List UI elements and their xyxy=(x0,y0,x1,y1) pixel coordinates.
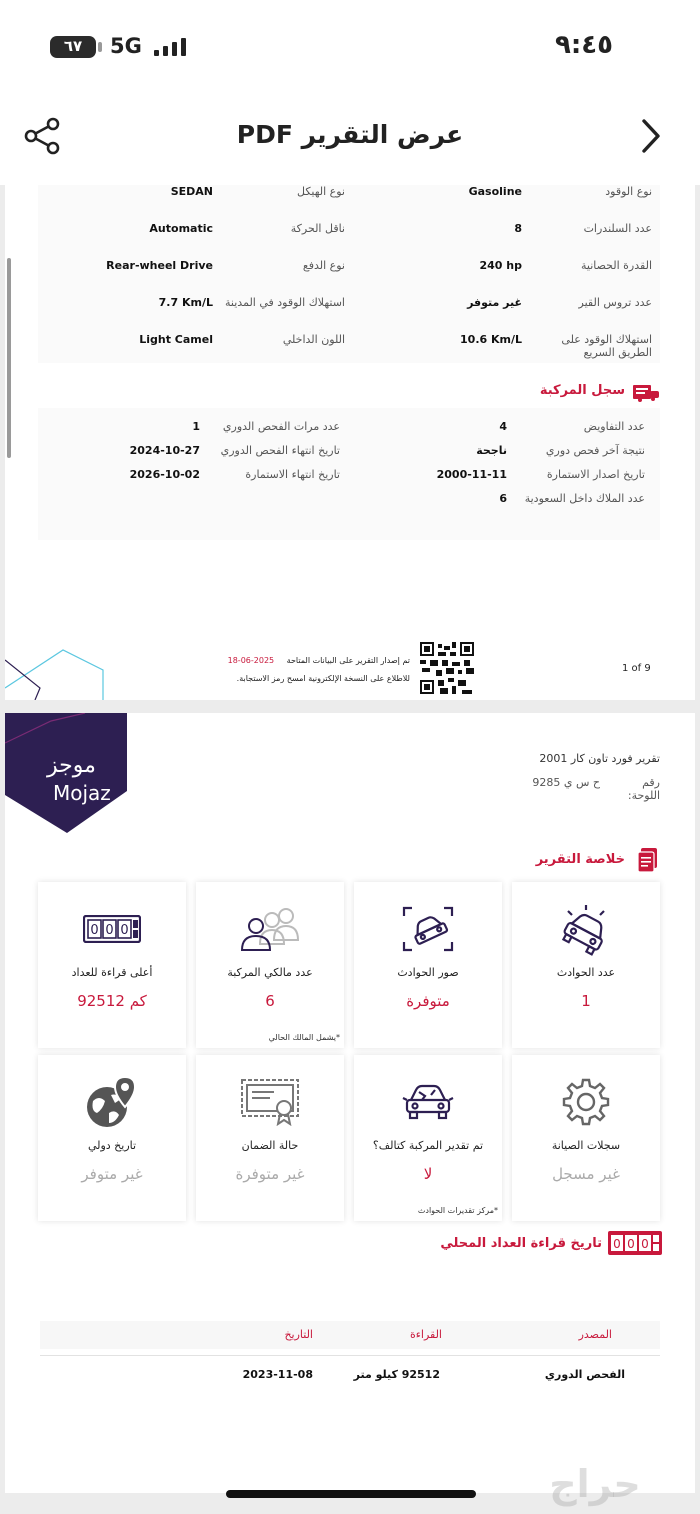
svg-text:0: 0 xyxy=(627,1237,635,1251)
summary-card xyxy=(354,882,502,1048)
history-label: تاريخ اصدار الاستمارة xyxy=(546,468,645,481)
status-bar xyxy=(0,0,700,95)
battery-cap xyxy=(98,42,102,52)
history-value: 2024-10-27 xyxy=(129,444,200,457)
battery-icon xyxy=(50,36,96,58)
spec-value: 7.7 Km/L xyxy=(158,296,213,309)
gear-icon xyxy=(512,1071,660,1133)
spec-value: 8 xyxy=(514,222,522,235)
corner-graphic xyxy=(5,640,115,700)
summary-title: خلاصة التقرير xyxy=(535,852,625,867)
history-value: 4 xyxy=(499,420,507,433)
svg-text:0: 0 xyxy=(120,923,129,938)
row-reading: 92512 كيلو متر xyxy=(353,1368,440,1381)
summary-card xyxy=(512,1055,660,1221)
summary-card xyxy=(38,882,186,1048)
summary-card xyxy=(196,882,344,1048)
plate-value: ح س ي 9285 xyxy=(532,776,600,789)
col-source: المصدر xyxy=(578,1328,612,1341)
scrollbar[interactable] xyxy=(7,258,11,458)
summary-card-title: سجلات الصيانة xyxy=(551,1139,621,1152)
damaged-car-icon xyxy=(354,1071,502,1133)
issued-text: تم إصدار التقرير على البيانات المتاحة 2025-06-18 xyxy=(227,656,410,665)
globe-pin-icon xyxy=(38,1071,186,1133)
summary-card-value: غير متوفر xyxy=(81,1165,143,1183)
history-value: 6 xyxy=(499,492,507,505)
summary-card-title: أعلى قراءة للعداد xyxy=(71,966,153,979)
document-icon xyxy=(636,848,660,874)
spec-label: اللون الداخلي xyxy=(282,333,345,346)
history-label: تاريخ انتهاء الفحص الدوري xyxy=(220,444,340,457)
spec-value: SEDAN xyxy=(170,185,213,198)
spec-value: Gasoline xyxy=(468,185,522,198)
signal-icon xyxy=(152,38,192,58)
chevron-right-icon[interactable] xyxy=(636,116,666,156)
row-date: 2023-11-08 xyxy=(242,1368,313,1381)
svg-text:0: 0 xyxy=(90,923,99,938)
history-value: 2026-10-02 xyxy=(129,468,200,481)
history-label: نتيجة آخر فحص دوري xyxy=(545,444,645,457)
crashed-car-icon xyxy=(512,898,660,960)
col-date: التاريخ xyxy=(284,1328,313,1341)
summary-card-value: 6 xyxy=(265,992,275,1010)
table-divider xyxy=(40,1355,660,1356)
odometer-history-title: تاريخ قراءة العداد المحلي xyxy=(440,1236,602,1251)
report-title: تقرير فورد تاون كار 2001 xyxy=(539,752,660,765)
svg-text:0: 0 xyxy=(641,1237,649,1251)
vehicle-history-title: سجل المركبة xyxy=(539,383,625,398)
clock: ٩:٤٥ xyxy=(555,30,614,60)
summary-card-value: 92512 كم xyxy=(77,992,147,1010)
watermark: حراج xyxy=(549,1462,641,1506)
summary-card-value: 1 xyxy=(581,992,591,1010)
history-label: عدد الملاك داخل السعودية xyxy=(524,492,645,505)
logo-arabic: موجز xyxy=(47,753,96,778)
certificate-icon xyxy=(196,1071,344,1133)
row-source: الفحص الدوري xyxy=(544,1368,625,1381)
owners-icon xyxy=(196,898,344,960)
spec-value: Automatic xyxy=(149,222,213,235)
summary-card-value: غير متوفرة xyxy=(235,1165,305,1183)
summary-card-value: متوفرة xyxy=(406,992,450,1010)
summary-card-title: تاريخ دولي xyxy=(87,1139,137,1152)
summary-card-value: لا xyxy=(423,1165,433,1183)
summary-card xyxy=(196,1055,344,1221)
home-indicator[interactable] xyxy=(226,1490,476,1498)
history-label: عدد مرات الفحص الدوري xyxy=(222,420,340,433)
summary-card-title: تم تقدير المركبة كتالف؟ xyxy=(372,1139,484,1152)
history-label: عدد التفاويض xyxy=(583,420,645,433)
scan-text: للاطلاع على النسخة الإلكترونية امسح رمز الاستجابة. xyxy=(236,674,410,683)
svg-text:0: 0 xyxy=(613,1237,621,1251)
spec-value: 240 hp xyxy=(479,259,522,272)
plate-label: رقم اللوحة: xyxy=(627,776,660,802)
spec-label: نوع الهيكل xyxy=(296,185,345,198)
accident-photo-icon xyxy=(354,898,502,960)
spec-label: استهلاك الوقود على الطريق السريع xyxy=(561,333,652,359)
page-counter: 1 of 9 xyxy=(622,663,651,674)
page-title: عرض التقرير PDF xyxy=(236,120,464,149)
network-label: 5G xyxy=(110,34,142,58)
spec-value: غير متوفر xyxy=(467,296,522,309)
qr-code xyxy=(418,640,476,696)
spec-label: عدد السلندرات xyxy=(583,222,652,235)
summary-card-value: غير مسجل xyxy=(552,1165,620,1183)
history-value: 2000-11-11 xyxy=(436,468,507,481)
summary-card-title: صور الحوادث xyxy=(397,966,459,979)
spec-label: ناقل الحركة xyxy=(290,222,345,235)
spec-label: نوع الوقود xyxy=(605,185,652,198)
spec-label: عدد تروس القير xyxy=(578,296,652,309)
summary-card-title: عدد الحوادث xyxy=(556,966,616,979)
spec-label: نوع الدفع xyxy=(302,259,345,272)
summary-card xyxy=(38,1055,186,1221)
spec-value: Light Camel xyxy=(139,333,213,346)
odometer-small-icon xyxy=(608,1231,662,1255)
summary-card-note: *مركز تقديرات الحوادث xyxy=(417,1206,498,1215)
summary-card-title: عدد مالكي المركبة xyxy=(227,966,313,979)
logo-english: Mojaz xyxy=(53,781,111,805)
summary-card xyxy=(354,1055,502,1221)
summary-card-title: حالة الضمان xyxy=(241,1139,299,1152)
summary-card xyxy=(512,882,660,1048)
col-reading: القراءة xyxy=(409,1328,442,1341)
odometer-icon xyxy=(38,898,186,960)
spec-label: القدرة الحصانية xyxy=(581,259,652,272)
history-value: ناجحة xyxy=(476,444,507,457)
history-value: 1 xyxy=(192,420,200,433)
mojaz-logo xyxy=(5,713,127,833)
svg-text:0: 0 xyxy=(105,923,114,938)
battery-level: ٦٧ xyxy=(63,37,83,55)
history-label: تاريخ انتهاء الاستمارة xyxy=(245,468,340,481)
spec-label: استهلاك الوقود في المدينة xyxy=(225,296,345,309)
spec-value: Rear-wheel Drive xyxy=(106,259,213,272)
spec-value: 10.6 Km/L xyxy=(460,333,522,346)
summary-card-note: *يشمل المالك الحالي xyxy=(268,1033,340,1042)
vehicle-history-icon xyxy=(632,383,660,403)
